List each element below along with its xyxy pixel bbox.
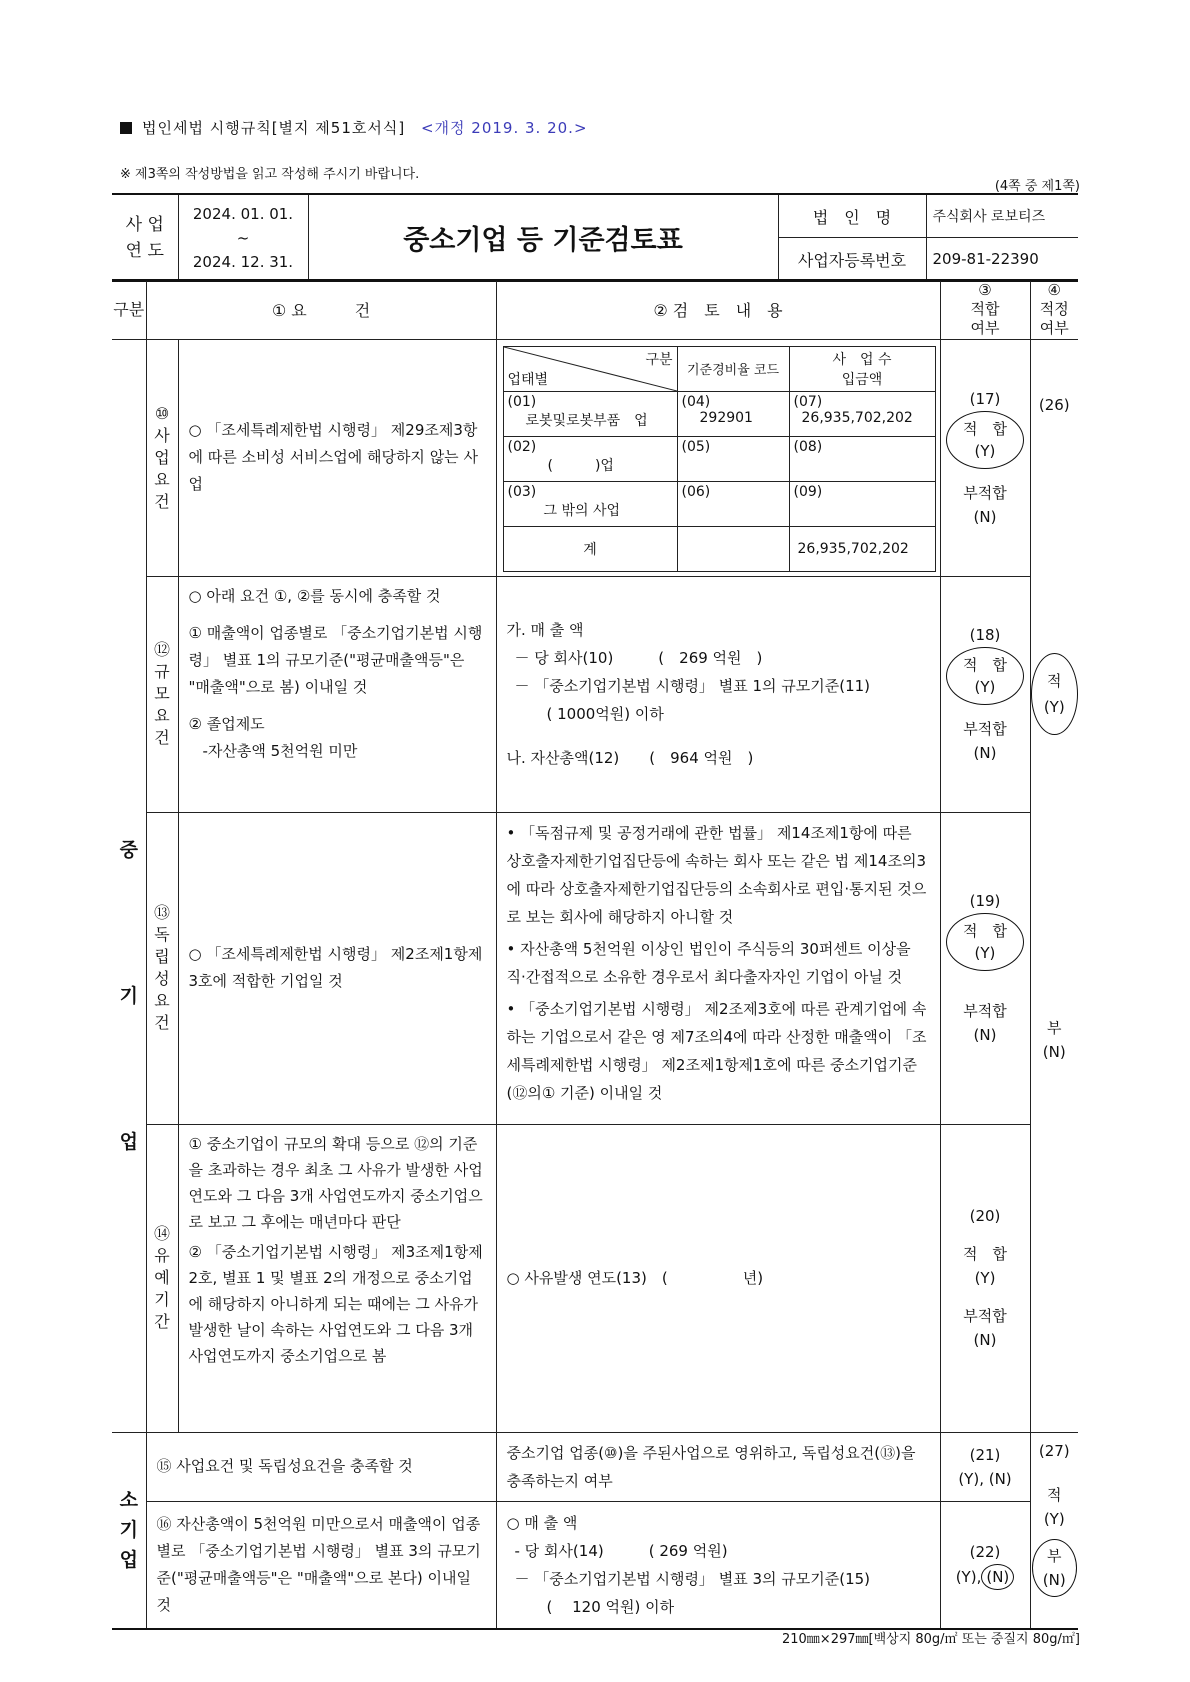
revenue-row-2: (02) ( )업 (05) (08) — [503, 436, 935, 481]
selected-fit-circle: 적 합 (Y) — [946, 647, 1024, 705]
paper-spec: 210㎜×297㎜[백상지 80g/㎡ 또는 중질지 80g/㎡] — [781, 1632, 1080, 1647]
biz-no-label: 사업자등록번호 — [778, 238, 926, 282]
small-biz-valid: (27) 적 (Y) 부 (N) — [1030, 1432, 1078, 1629]
row-106-review: ○ 매 출 액 - 당 회사(14) ( 269 억원) － 「중소기업기본법 시행령」 별표 3의 규모기준(15) ( 120 억원) 이하 — [496, 1501, 940, 1629]
selected-fit-circle: (N) — [981, 1564, 1014, 1590]
law-reference: 법인세법 시행규칙[별지 제51호서식] <개정 2019. 3. 20.> — [120, 114, 598, 142]
form-title: 중소기업 등 기준검토표 — [308, 194, 778, 281]
col-valid: ④ 적정 여부 — [1030, 280, 1078, 339]
row-102-fit: (18) 적 합 (Y) 부적합 (N) — [940, 576, 1030, 812]
selected-fit-circle: 적 합 (Y) — [946, 913, 1024, 971]
row-105 — [112, 1432, 1078, 1501]
row-102-review: 가. 매 출 액 － 당 회사(10) ( 269 억원 ) － 「중소기업기본법 시행령」 별표 1의 규모기준(11) ( 1000억원) 이하 나. 자산총액(12) ( 964 억원 ) — [496, 576, 940, 812]
row-105-review: 중소기업 업종(⑩)을 주된사업으로 영위하고, 독립성요건(⑬)을 충족하는지 여부 — [496, 1432, 940, 1501]
row-103-independence — [112, 812, 1078, 1124]
row-102-requirement: ○ 아래 요건 ①, ②를 동시에 충족할 것 ① 매출액이 업종별로 「중소기업기본법 시행령」 별표 1의 규모기준("평균매출액등"은 "매출액"으로 봄) 이내일 것 ② 졸업제도 -자산총액 5천억원 미만 — [178, 576, 496, 812]
notice-text: ※ 제3쪽의 작성방법을 읽고 작성해 주시기 바랍니다. — [120, 167, 420, 182]
revenue-total-row: 계 26,935,702,202 — [503, 526, 935, 571]
row-105-requirement: ⑮ 사업요건 및 독립성요건을 충족할 것 — [146, 1432, 496, 1501]
header-income: 사 업 수입금액 — [789, 346, 935, 391]
biz-no: 209-81-22390 — [926, 238, 1078, 282]
square-bullet-icon — [120, 122, 132, 134]
row-101-label: ⑩ 사업요건 — [146, 339, 178, 576]
row-106-requirement: ⑯ 자산총액이 5천억원 미만으로서 매출액이 업종별로 「중소기업기본법 시행령」 별표 3의 규모기준("평균매출액등"은 "매출액"으로 본다) 이내일 것 — [146, 1501, 496, 1629]
row-102-valid — [1030, 576, 1078, 812]
col-requirement: ① 요 건 — [146, 280, 496, 339]
row-103-fit: (19) 적 합 (Y) 부적합 (N) — [940, 812, 1030, 1124]
header-code: 기준경비율 코드 — [677, 346, 789, 391]
row-101-review — [496, 339, 940, 576]
row-104-review: ○ 사유발생 연도(13) ( 년) — [496, 1124, 940, 1432]
small-biz-label: 소기업 — [112, 1432, 146, 1629]
row-101-requirement: ○ 「조세특례제한법 시행령」 제29조제3항에 따른 소비성 서비스업에 해당하지 않는 사업 — [178, 339, 496, 576]
row-102-label: ⑫ 규모요건 — [146, 576, 178, 812]
row-101-valid: (26) — [1030, 339, 1078, 576]
revenue-row-1: (01) 로봇및로봇부품 업 (04) 292901 (07) 26,935,702,202 — [503, 391, 935, 436]
row-104-fit: (20) 적 합 (Y) 부적합 (N) — [940, 1124, 1030, 1432]
selected-valid-circle: 적 (Y) — [1031, 653, 1078, 735]
revenue-header-diag: 구분 업태별 — [503, 346, 677, 391]
sme-label: 중 기 업 — [112, 339, 146, 1432]
row-104-label: ⑭ 유예기간 — [146, 1124, 178, 1432]
column-header-row — [112, 280, 1078, 339]
row-102-size — [112, 576, 1078, 812]
col-fit: ③ 적합 여부 — [940, 280, 1030, 339]
col-category: 구분 — [112, 280, 146, 339]
revenue-table — [503, 346, 936, 572]
review-table — [112, 279, 1078, 1630]
row-104-grace — [112, 1124, 1078, 1432]
title-block — [112, 193, 1078, 282]
row-103-valid: 부 (N) — [1030, 812, 1078, 1124]
revision-date: <개정 2019. 3. 20.> — [420, 119, 588, 137]
corp-name-label: 법 인 명 — [778, 194, 926, 238]
row-105-fit: (21) (Y), (N) — [940, 1432, 1030, 1501]
revenue-row-3: (03) 그 밖의 사업 (06) (09) — [503, 481, 935, 526]
row-106-fit: (22) (Y), (N) — [940, 1501, 1030, 1629]
row-103-requirement: ○ 「조세특례제한법 시행령」 제2조제1항제3호에 적합한 기업일 것 — [178, 812, 496, 1124]
row-101-business — [112, 339, 1078, 576]
row-103-label: ⑬ 독립성요건 — [146, 812, 178, 1124]
col-review: ② 검 토 내 용 — [496, 280, 940, 339]
row-103-review: • 「독점규제 및 공정거래에 관한 법률」 제14조제1항에 따른 상호출자제한기업집단등에 속하는 회사 또는 같은 법 제14조의3에 따라 상호출자제한기업집단등의 소속회사로 편입·통지된 것으로 보는 회사에 해당하지 아니할 것 • 자산총액 5천억원 이상인 법인이 주식등의 30퍼센트 이상을 직·간접적으로 소유한 경우로서 최다출자자인 기업이 아닐 것 • 「중소기업기본법 시행령」 제2조제3호에 따른 관계기업에 속하는 기업으로서 같은 영 제7조의4에 따라 산정한 매출액이 「조세특례제한법 시행령」 제2조제1항제1호에 따른 중소기업기준(⑫의① 기준) 이내일 것 — [496, 812, 940, 1124]
page-number: (4쪽 중 제1쪽) — [994, 179, 1080, 194]
selected-fit-circle: 적 합 (Y) — [946, 411, 1024, 469]
row-104-requirement: ① 중소기업이 규모의 확대 등으로 ⑫의 기준을 초과하는 경우 최초 그 사유가 발생한 사업연도와 그 다음 3개 사업연도까지 중소기업으로 보고 그 후에는 매년마다 판단 ② 「중소기업기본법 시행령」 제3조제1항제2호, 별표 1 및 별표 2의 개정으로 중소기업에 해당하지 아니하게 되는 때에는 그 사유가 발생한 날이 속하는 사업연도와 그 다음 3개 사업연도까지 중소기업으로 봄 — [178, 1124, 496, 1432]
fiscal-year-label: 사 업 연 도 — [112, 194, 178, 281]
selected-valid-circle: 부 (N) — [1032, 1539, 1077, 1597]
fiscal-period: 2024. 01. 01. ~ 2024. 12. 31. — [178, 194, 308, 281]
row-101-fit: (17) 적 합 (Y) 부적합 (N) — [940, 339, 1030, 576]
row-106 — [112, 1501, 1078, 1629]
corp-name: 주식회사 로보티즈 — [926, 194, 1078, 238]
